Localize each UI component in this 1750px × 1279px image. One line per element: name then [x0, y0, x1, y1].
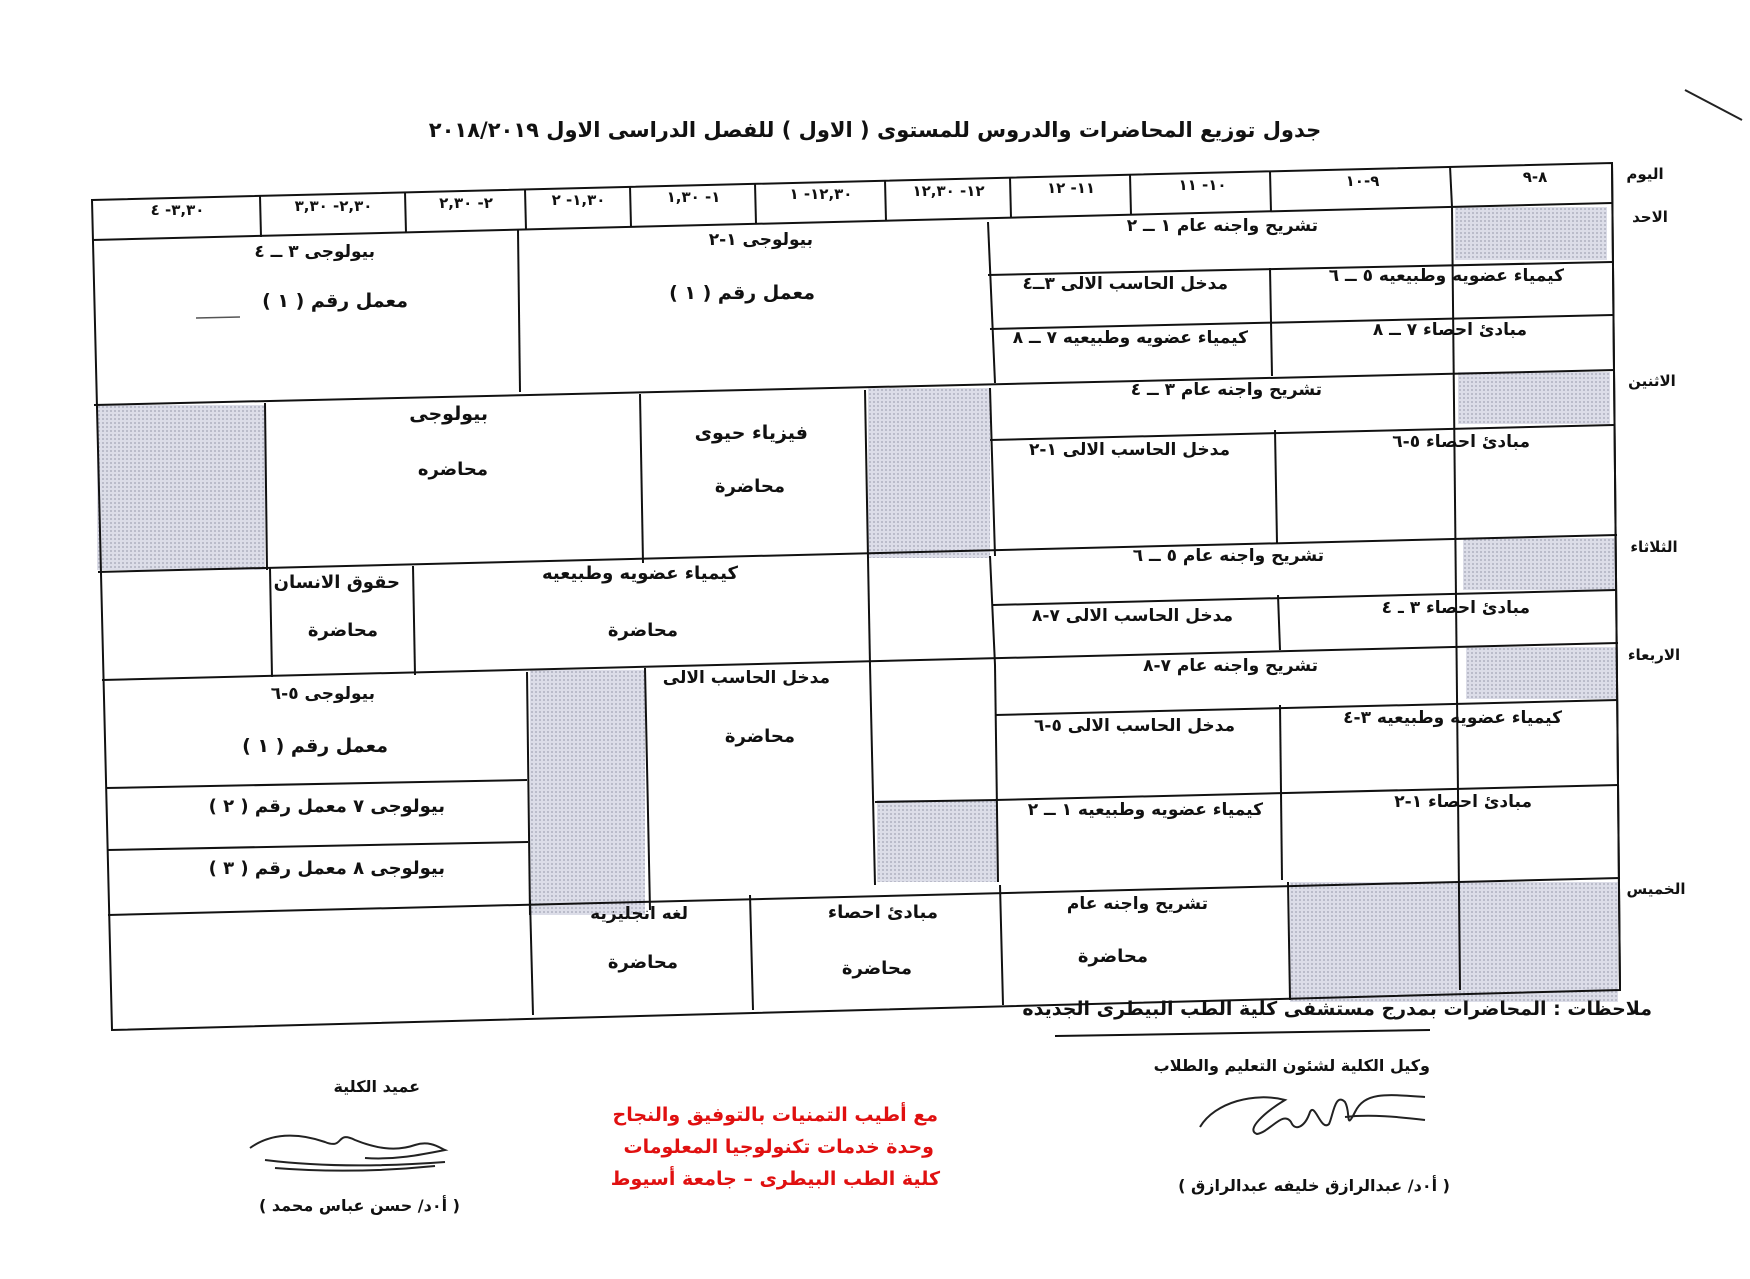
header-time: ١٠- ١١ [1178, 176, 1227, 194]
notes: ملاحظات : المحاضرات بمدرج مستشفى كلية الطب البيطرى الجديده [1022, 998, 1652, 1020]
wed-comp: مدخل الحاسب الالى [662, 668, 830, 688]
header-time: ١,٣٠- ٢ [551, 191, 606, 209]
footer-wishes: مع أطيب التمنيات بالتوفيق والنجاح [612, 1104, 938, 1126]
sun-comp34: مدخل الحاسب الالى ٣ــ٤ [1022, 274, 1228, 294]
page-title: جدول توزيع المحاضرات والدروس للمستوى ( الاول ) للفصل الدراسى الاول ٢٠١٨/٢٠١٩ [428, 118, 1322, 142]
sun-stat78: مبادئ احصاء ٧ ــ ٨ [1372, 320, 1527, 340]
header-time: ١- ١,٣٠ [666, 188, 721, 206]
wed-stat12: مبادئ احصاء ١-٢ [1394, 792, 1532, 812]
dean-name: ( أ٠د/ حسن عباس محمد ) [259, 1196, 460, 1215]
sun-chem78: كيمياء عضويه وطبيعيه ٧ ــ ٨ [1012, 328, 1248, 348]
wed-chem34: كيمياء عضويه وطبيعيه ٣-٤ [1343, 708, 1562, 728]
header-time: ٣,٣٠- ٤ [150, 201, 205, 219]
sun-lab1b: معمل رقم ( ١ ) [262, 290, 408, 312]
wed-lab1: معمل رقم ( ١ ) [242, 735, 388, 757]
wed-anatomy: تشريح واجنه عام ٧-٨ [1143, 656, 1318, 676]
tue-comp78: مدخل الحاسب الالى ٧-٨ [1032, 606, 1233, 626]
dean-title: عميد الكلية [333, 1077, 420, 1096]
mon-phys: فيزياء حيوى [694, 422, 808, 444]
header-time: ٨-٩ [1522, 168, 1548, 186]
thu-anatomy: تشريح واجنه عام [1066, 894, 1208, 914]
dean-signature [245, 1120, 465, 1190]
tue-hr-lec: محاضرة [307, 620, 378, 641]
sun-chem56: كيمياء عضويه وطبيعيه ٥ ــ ٦ [1328, 266, 1564, 286]
mon-bio: بيولوجى [409, 403, 488, 425]
wed-bio56: بيولوجى ٥-٦ [270, 684, 375, 704]
header-time: ١٢,٣٠- ١ [789, 185, 853, 203]
tue-chem-lec: محاضرة [607, 620, 678, 641]
thu-anatomy-lec: محاضرة [1077, 946, 1148, 967]
tue-anatomy: تشريح واجنه عام ٥ ــ ٦ [1132, 546, 1324, 566]
day-monday: الاثنين [1628, 372, 1676, 390]
header-time: ١٢- ١٢,٣٠ [912, 182, 985, 200]
sun-bio34: بيولوجى ٣ ــ ٤ [254, 242, 375, 262]
vice-dean-signature [1195, 1072, 1435, 1162]
vice-dean-name: ( أ٠د/ عبدالرازق خليفه عبدالرازق ) [1178, 1176, 1450, 1195]
mon-stat56: مبادئ احصاء ٥-٦ [1392, 432, 1530, 452]
day-thursday: الخميس [1626, 880, 1686, 898]
vice-dean-title: وكيل الكلية لشئون التعليم والطلاب [1153, 1056, 1430, 1075]
mon-comp12: مدخل الحاسب الالى ١-٢ [1029, 440, 1230, 460]
mon-anatomy: تشريح واجنه عام ٣ ــ ٤ [1130, 380, 1322, 400]
mon-phys-lec: محاضرة [714, 476, 785, 497]
header-day: اليوم [1626, 165, 1664, 183]
header-time: ٢- ٢,٣٠ [439, 194, 493, 212]
mon-bio-lec: محاضره [417, 459, 488, 480]
tue-chem: كيمياء عضويه وطبيعيه [542, 563, 738, 584]
header-time: ٢,٣٠- ٣,٣٠ [294, 197, 373, 215]
wed-comp56: مدخل الحاسب الالى ٥-٦ [1034, 716, 1235, 736]
header-time: ٩-١٠ [1345, 172, 1380, 190]
thu-english: لغه انجليزيه [590, 904, 688, 924]
day-tuesday: الثلاثاء [1630, 538, 1678, 556]
footer-college: كلية الطب البيطرى – جامعة أسيوط [610, 1168, 940, 1190]
sun-bio12: بيولوجى ١-٢ [708, 230, 813, 250]
wed-bio8: بيولوجى ٨ معمل رقم ( ٣ ) [208, 858, 445, 879]
tue-human-rights: حقوق الانسان [273, 572, 400, 593]
thu-stat-lec: محاضرة [841, 958, 912, 979]
day-sunday: الاحد [1632, 208, 1668, 226]
thu-stat: مبادئ احصاء [827, 902, 938, 923]
sun-lab1a: معمل رقم ( ١ ) [669, 282, 815, 304]
thu-english-lec: محاضرة [607, 952, 678, 973]
wed-chem12: كيمياء عضويه وطبيعيه ١ ــ ٢ [1027, 800, 1263, 820]
wed-bio7: بيولوجى ٧ معمل رقم ( ٢ ) [208, 796, 445, 817]
wed-comp-lec: محاضرة [724, 726, 795, 747]
header-time: ١١- ١٢ [1046, 179, 1096, 197]
sun-anatomy: تشريح واجنه عام ١ ــ ٢ [1126, 216, 1318, 236]
footer-unit: وحدة خدمات تكنولوجيا المعلومات [623, 1136, 934, 1158]
day-wednesday: الاربعاء [1627, 646, 1681, 664]
tue-stat34: مبادئ احصاء ٣ ـ ٤ [1381, 598, 1530, 618]
